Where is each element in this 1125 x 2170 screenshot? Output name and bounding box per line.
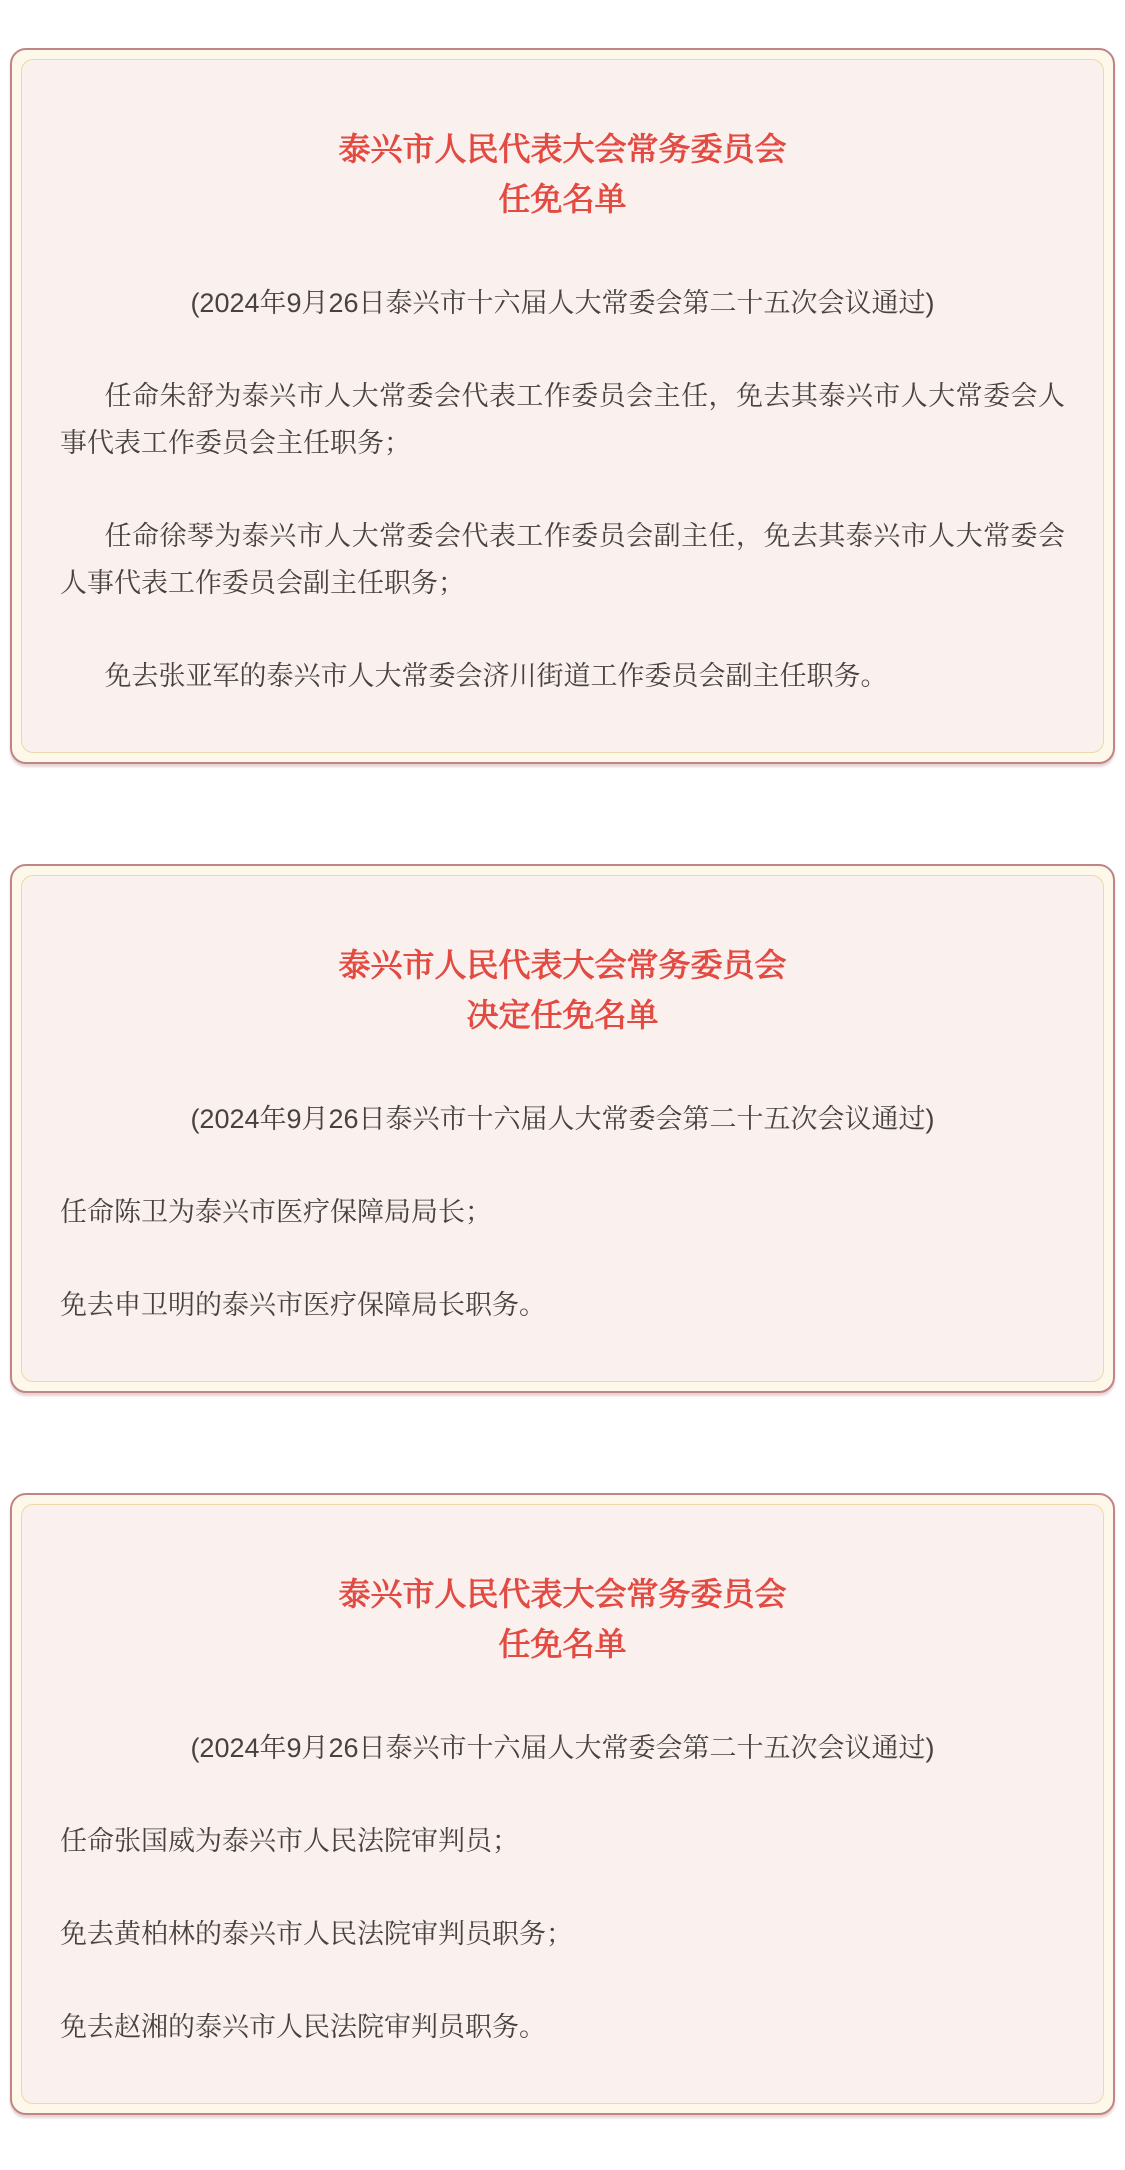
paragraph: 免去赵湘的泰兴市人民法院审判员职务。 [60,2012,546,2042]
announcement-card-2-inner [21,875,1104,1382]
meeting-date-line: (2024年9月26日泰兴市十六届人大常委会第二十五次会议通过) [190,1104,935,1134]
announcement-card-3 [10,1493,1115,2115]
paragraph: 免去黄柏林的泰兴市人民法院审判员职务； [60,1919,573,1949]
card-title-doc-type: 任免名单 [498,181,627,217]
announcement-card-3-inner [21,1504,1104,2104]
announcement-card-2 [10,864,1115,1393]
paragraph: 任命张国威为泰兴市人民法院审判员； [60,1826,519,1856]
card-title [60,1569,1065,1669]
meeting-date-line: (2024年9月26日泰兴市十六届人大常委会第二十五次会议通过) [190,1733,935,1763]
card-title-org: 泰兴市人民代表大会常务委员会 [338,131,787,167]
paragraph: 任命朱舒为泰兴市人大常委会代表工作委员会主任，免去其泰兴市人大常委会人事代表工作委员会主任职务； [60,381,1065,458]
meeting-date-line: (2024年9月26日泰兴市十六届人大常委会第二十五次会议通过) [190,288,935,318]
card-title [60,124,1065,224]
card-title-org: 泰兴市人民代表大会常务委员会 [338,1576,787,1612]
card-title [60,940,1065,1040]
card-title-org: 泰兴市人民代表大会常务委员会 [338,947,787,983]
paragraph: 任命徐琴为泰兴市人大常委会代表工作委员会副主任，免去其泰兴市人大常委会人事代表工作委员会副主任职务； [60,521,1065,598]
announcement-card-1-inner [21,59,1104,753]
paragraph: 免去张亚军的泰兴市人大常委会济川街道工作委员会副主任职务。 [104,661,888,691]
card-title-doc-type: 任免名单 [498,1626,627,1662]
paragraph: 任命陈卫为泰兴市医疗保障局局长； [60,1197,492,1227]
announcement-card-1 [10,48,1115,764]
paragraph: 免去申卫明的泰兴市医疗保障局长职务。 [60,1290,546,1320]
card-title-doc-type: 决定任免名单 [466,997,659,1033]
